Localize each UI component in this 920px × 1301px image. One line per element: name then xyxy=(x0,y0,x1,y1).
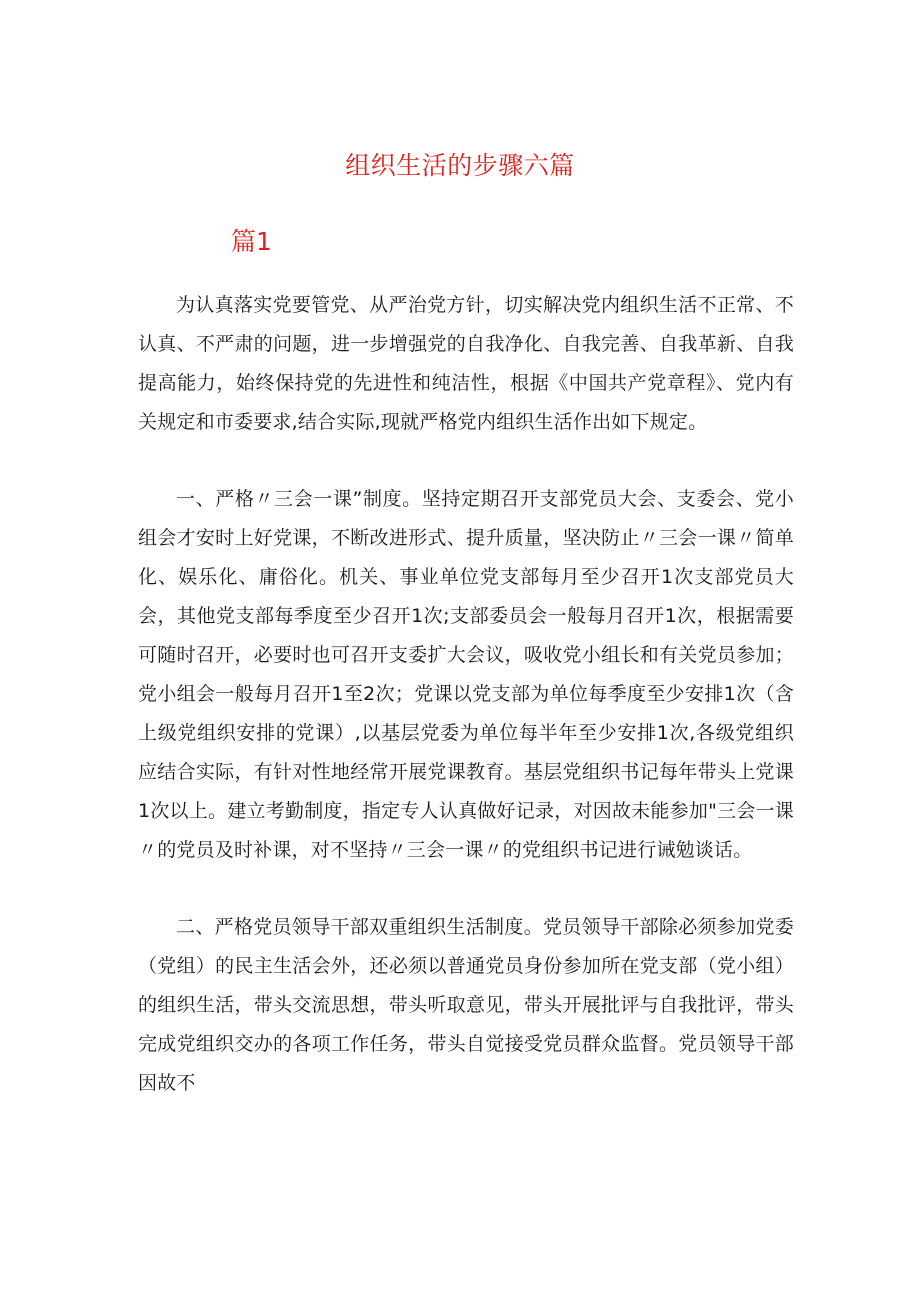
paragraph-section-one: 一、严格〃三会一课”制度。坚持定期召开支部党员大会、支委会、党小组会才安时上好党课，不断改进形式、提升质量，坚决防止〃三会一课〃简单化、娱乐化、庸俗化。机关、事业单位党支部每月至少召开1次支部党员大会，其他党支部每季度至少召开1次;支部委员会一般每月召开1次，根据需要可随时召开，必要时也可召开支委扩大会议，吸收党小组长和有关党员参加；党小组会一般每月召开1至2次；党课以党支部为单位每季度至少安排1次（含上级党组织安排的党课）,以基层党委为单位每半年至少安排1次,各级党组织应结合实际，有针对性地经常开展党课教育。基层党组织书记每年带头上党课1次以上。建立考勤制度，指定专人认真做好记录，对因故未能参加"三会一课〃的党员及时补课，对不坚持〃三会一课〃的党组织书记进行诫勉谈话。 xyxy=(138,488,794,861)
document-title: 组织生活的步骤六篇 xyxy=(345,151,575,180)
paragraph-intro: 为认真落实党要管党、从严治党方针，切实解决党内组织生活不正常、不认真、不严肃的问题，进一步增强党的自我净化、自我完善、自我革新、自我提高能力，始终保持党的先进性和纯洁性，根据《中国共产党章程》、党内有关规定和市委要求,结合实际,现就严格党内组织生活作出如下规定。 xyxy=(138,294,794,433)
paragraph-section-two: 二、严格党员领导干部双重组织生活制度。党员领导干部除必须参加党委（党组）的民主生活会外，还必须以普通党员身份参加所在党支部（党小组）的组织生活，带头交流思想，带头听取意见，带头开展批评与自我批评，带头完成党组织交办的各项工作任务，带头自觉接受党员群众监督。党员领导干部因故不 xyxy=(138,916,794,1094)
section-heading: 篇1 xyxy=(231,227,272,256)
document-body xyxy=(138,286,794,1141)
